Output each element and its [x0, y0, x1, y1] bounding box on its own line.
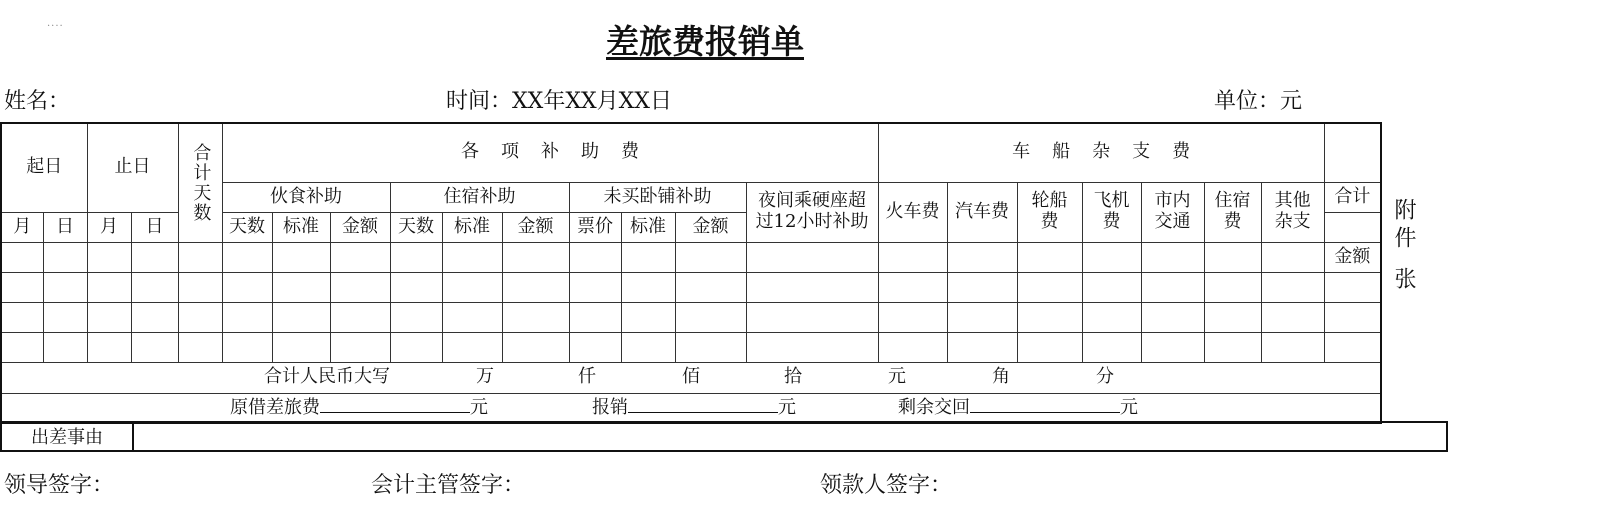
sleeper-amount-header: 金额	[675, 212, 746, 242]
end-day-header: 止日	[87, 123, 178, 212]
total-top-blank	[1324, 123, 1381, 182]
trip-reason-field[interactable]	[134, 423, 1446, 450]
unit-wan: 万	[476, 366, 494, 388]
ship-fee-header: 轮船 费	[1017, 182, 1082, 242]
attachment-label: 附件 张	[1391, 198, 1416, 295]
lodging-amount-header: 金额	[502, 212, 569, 242]
unit-fen: 分	[1096, 366, 1114, 388]
unit-bai: 佰	[682, 366, 700, 388]
refund-label: 剩余交回	[898, 397, 970, 419]
city-transport-header: 市内 交通	[1141, 182, 1204, 242]
advance-blank[interactable]	[320, 396, 470, 413]
unit-shi: 拾	[784, 366, 802, 388]
reimburse-yuan: 元	[778, 397, 796, 419]
meal-standard-header: 标准	[272, 212, 330, 242]
advance-label: 原借差旅费	[230, 397, 320, 419]
trip-reason-label: 出差事由	[2, 423, 134, 450]
start-day-header: 起日	[1, 123, 87, 212]
advance-yuan: 元	[470, 397, 488, 419]
advance-row	[1, 393, 1381, 423]
end-month-header: 月	[87, 212, 131, 242]
total-header: 合计	[1324, 182, 1381, 212]
lodging-days-header: 天数	[390, 212, 442, 242]
meal-days-header: 天数	[222, 212, 272, 242]
date-label: 时间：XX年XX月XX日	[446, 89, 672, 114]
unit-qian: 仟	[578, 366, 596, 388]
end-day-sub-header: 日	[131, 212, 178, 242]
rmb-total-row	[1, 362, 1381, 393]
payee-signature-label: 领款人签字：	[820, 473, 953, 498]
refund-yuan: 元	[1120, 397, 1138, 419]
unit-yuan: 元	[888, 366, 906, 388]
night-seat-header: 夜间乘硬座超 过12小时补助	[746, 182, 878, 242]
train-fee-header: 火车费	[878, 182, 947, 242]
refund-blank[interactable]	[970, 396, 1120, 413]
table-row	[1, 332, 1381, 362]
accountant-signature-label: 会计主管签字：	[371, 473, 526, 498]
unit-label: 单位：元	[1214, 89, 1303, 114]
start-month-header: 月	[1, 212, 43, 242]
form-title: 差旅费报销单	[606, 22, 804, 61]
table-row	[1, 242, 1381, 272]
transport-header: 车船杂支费	[878, 123, 1324, 182]
meal-allowance-header: 伙食补助	[222, 182, 390, 212]
trip-reason-row	[0, 421, 1448, 452]
name-label: 姓名：	[4, 89, 71, 114]
allowances-header: 各项补助费	[222, 123, 878, 182]
table-row	[1, 272, 1381, 302]
total-days-header: 合计天数	[178, 123, 222, 242]
total-amount-header: 金额	[1324, 242, 1381, 272]
reimburse-label: 报销	[592, 397, 628, 419]
hotel-fee-header: 住宿 费	[1204, 182, 1261, 242]
total-blank	[1324, 212, 1381, 242]
ticket-price-header: 票价	[569, 212, 621, 242]
start-day-sub-header: 日	[43, 212, 87, 242]
lodging-allowance-header: 住宿补助	[390, 182, 569, 212]
sleeper-standard-header: 标准	[621, 212, 675, 242]
unit-jiao: 角	[992, 366, 1010, 388]
plane-fee-header: 飞机 费	[1082, 182, 1141, 242]
reimburse-blank[interactable]	[628, 396, 778, 413]
no-sleeper-header: 未买卧铺补助	[569, 182, 746, 212]
leader-signature-label: 领导签字：	[4, 473, 115, 498]
corner-mark: ....	[47, 18, 64, 29]
reimbursement-table	[0, 122, 1382, 424]
other-fee-header: 其他 杂支	[1261, 182, 1324, 242]
table-row	[1, 302, 1381, 332]
meal-amount-header: 金额	[330, 212, 390, 242]
rmb-caps-label: 合计人民币大写	[264, 366, 390, 388]
bus-fee-header: 汽车费	[947, 182, 1017, 242]
lodging-standard-header: 标准	[442, 212, 502, 242]
